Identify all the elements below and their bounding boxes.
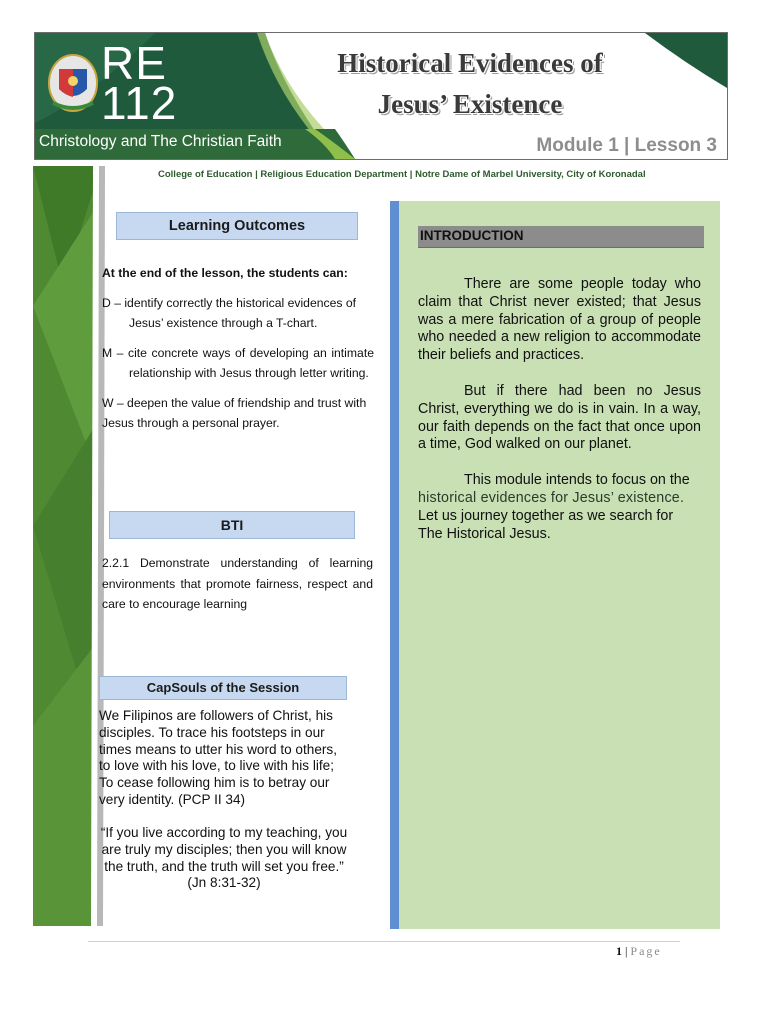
page-word: Page	[630, 944, 662, 958]
page-number	[616, 944, 662, 959]
course-code-prefix: RE	[101, 37, 167, 89]
capsouls-heading: CapSouls of the Session	[99, 676, 347, 700]
learning-outcomes-body	[102, 263, 374, 443]
college-line: College of Education | Religious Education Department | Notre Dame of Marbel University, City of Koronadal	[158, 169, 646, 180]
module-lesson-label: Module 1 | Lesson 3	[536, 135, 717, 156]
lesson-title	[285, 43, 655, 125]
course-subtitle: Christology and The Christian Faith	[39, 133, 282, 150]
header-banner	[34, 32, 728, 160]
introduction-paragraph: But if there had been no Jesus Christ, everything we do is in vain. In a way, our faith depends on the fact that once upon a time, God walked on our planet.	[418, 382, 701, 453]
lesson-title-line1: Historical Evidences of	[337, 48, 603, 78]
left-decorative-strip	[33, 166, 105, 926]
introduction-paragraph-end: Let us journey together as we search for The Historical Jesus.	[418, 507, 674, 542]
course-code	[101, 37, 178, 129]
footer-divider	[88, 941, 680, 942]
page-number-value: 1	[616, 944, 622, 958]
learning-outcomes-heading: Learning Outcomes	[116, 212, 358, 240]
learning-outcome-item: D – identify correctly the historical evidences of Jesus’ existence through a T-chart.	[102, 295, 357, 330]
introduction-paragraph-start: This module intends to focus on the	[464, 472, 690, 489]
learning-outcome-item: M – cite concrete ways of developing an intimate relationship with Jesus through letter writing.	[102, 345, 374, 380]
introduction-highlight: historical evidences for Jesus’ existence.	[418, 489, 685, 506]
learning-outcomes-intro: At the end of the lesson, the students can:	[102, 266, 348, 280]
page-number-separator: |	[625, 944, 628, 958]
scripture-quote: “If you live according to my teaching, you are truly my disciples; then you will know the truth, and the truth will set you free.” (Jn 8:31-32)	[100, 825, 348, 891]
course-code-number: 112	[101, 77, 178, 129]
university-seal-icon	[43, 47, 103, 119]
introduction-body	[418, 276, 701, 561]
introduction-paragraph: There are some people today who claim that Christ never existed; that Jesus was a mere fabrication of a group of people who needed a new religion to accommodate their beliefs and practices.	[418, 276, 701, 364]
introduction-panel-accent-bar	[390, 201, 399, 929]
capsouls-text: We Filipinos are followers of Christ, his disciples. To trace his footsteps in our times means to utter his word to others, to love with his love, to live with his life; To cease following him is to betray our very identity. (PCP II 34)	[99, 708, 337, 807]
learning-outcome-item: W – deepen the value of friendship and trust with Jesus through a personal prayer.	[102, 395, 367, 430]
bti-text: 2.2.1 Demonstrate understanding of learning environments that promote fairness, respect and care to encourage learning	[102, 556, 373, 611]
introduction-heading: INTRODUCTION	[418, 226, 704, 248]
lesson-title-line2: Jesus’ Existence	[377, 89, 563, 119]
introduction-paragraph	[418, 472, 701, 543]
bti-heading: BTI	[109, 511, 355, 539]
